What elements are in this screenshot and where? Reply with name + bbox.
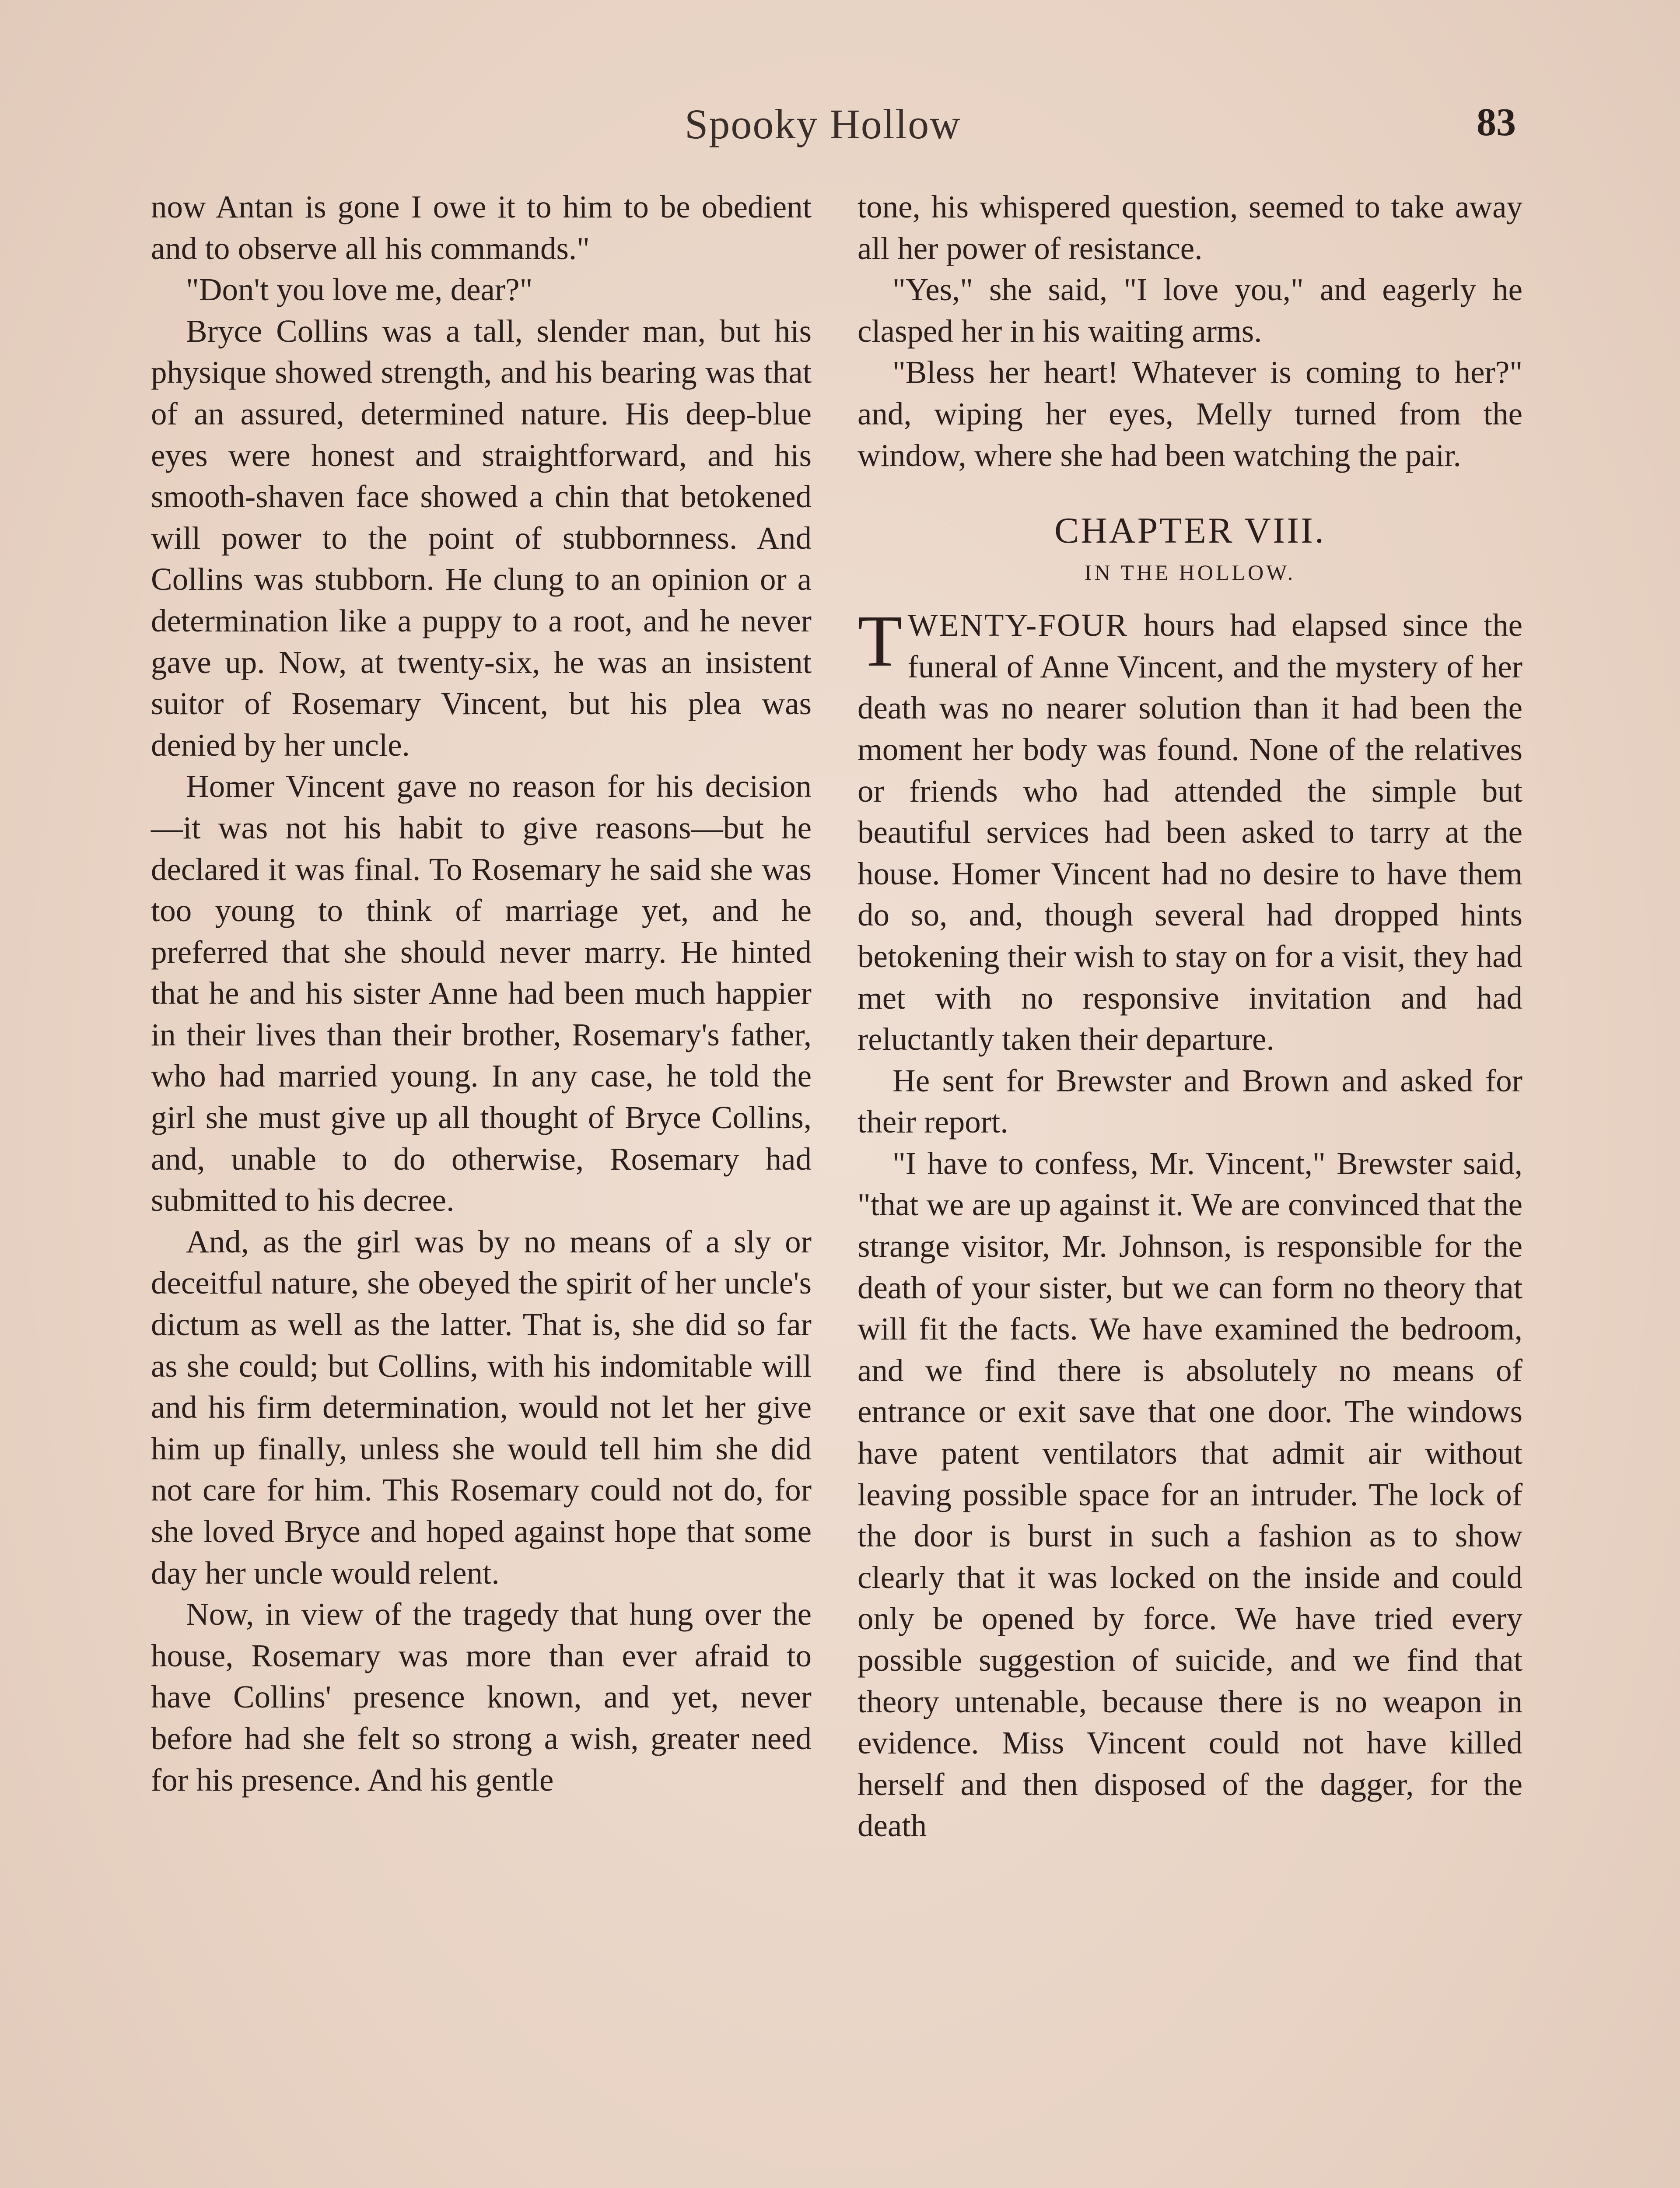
paragraph: And, as the girl was by no means of a sly or deceitful nature, she obeyed the spirit of her uncle's dictum as well as the latter. That is, she did so far as she could; but Collins, with his indomitable will and his firm determination, would not let her give him up finally, unless she would tell him she did not care for him. This Rosemary could not do, for she loved Bryce and hoped against hope that some day her uncle would relent. — [151, 1224, 812, 1591]
paragraph: Now, in view of the tragedy that hung over the house, Rosemary was more than ever afraid to have Collins' presence known, and yet, never before had she felt so strong a wish, greater need for his presence. And his gentle — [151, 1596, 812, 1798]
chapter-heading: CHAPTER VIII. — [1054, 510, 1326, 551]
opening-small-caps: WENTY-FOUR — [907, 607, 1129, 643]
page-number: 83 — [1477, 101, 1516, 144]
chapter-opening-paragraph — [858, 600, 1522, 1060]
drop-cap: T — [858, 600, 903, 682]
paragraph: now Antan is gone I owe it to him to be obedient and to observe all his commands." — [151, 189, 812, 266]
paragraph: He sent for Brewster and Brown and asked for their report. — [858, 1062, 1522, 1140]
paragraph: "Yes," she said, "I love you," and eagerly he clasped her in his waiting arms. — [858, 272, 1522, 349]
running-title: Spooky Hollow — [685, 101, 961, 147]
opening-text: hours had elapsed since the funeral of Anne Vincent, and the mystery of her death was no nearer solution than it had been the moment her body was found. None of the relatives or friends who had attended the simple but beautiful services had been asked to tarry at the house. Homer Vincent had no desire to have them do so, and, though several had dropped hints betokening their wish to stay on for a visit, they had met with no responsive invitation and had reluctantly taken their departure. — [858, 607, 1522, 1057]
paragraph: "I have to confess, Mr. Vincent," Brewster said, "that we are up against it. We are convinced that the strange visitor, Mr. Johnson, is responsible for the death of your sister, but we can form no theory that will fit the facts. We have examined the bedroom, and we find there is absolutely no means of entrance or exit save that one door. The windows have patent ventilators that admit air without leaving possible space for an intruder. The lock of the door is burst in such a fashion as to show clearly that it was locked on the inside and could only be opened by force. We have tried every possible suggestion of suicide, and we find that theory untenable, because there is no weapon in evidence. Miss Vincent could not have killed herself and then disposed of the dagger, for the death — [858, 1145, 1522, 1844]
paragraph: Bryce Collins was a tall, slender man, but his physique showed strength, and his bearing was that of an assured, determined nature. His deep-blue eyes were honest and straightforward, and his smooth-shaven face showed a chin that betokened will power to the point of stubbornness. And Collins was stubborn. He clung to an opinion or a determination like a puppy to a root, and he never gave up. Now, at twenty-six, he was an insistent suitor of Rosemary Vincent, but his plea was denied by her uncle. — [151, 313, 812, 763]
paragraph: Homer Vincent gave no reason for his decision—it was not his habit to give reasons—but he declared it was final. To Rosemary he said she was too young to think of marriage yet, and he preferred that she should never marry. He hinted that he and his sister Anne had been much happier in their lives than their brother, Rosemary's father, who had married young. In any case, he told the girl she must give up all thought of Bryce Collins, and, unable to do otherwise, Rosemary had submitted to his decree. — [151, 768, 812, 1218]
chapter-subtitle: IN THE HOLLOW. — [1084, 560, 1296, 585]
right-column — [858, 186, 1522, 1847]
paragraph: tone, his whispered question, seemed to take away all her power of resistance. — [858, 189, 1522, 266]
page-header — [0, 100, 1680, 161]
paragraph: "Bless her heart! Whatever is coming to her?" and, wiping her eyes, Melly turned from the window, where she had been watching the pair. — [858, 354, 1522, 473]
paragraph: "Don't you love me, dear?" — [186, 272, 533, 308]
left-column — [151, 186, 812, 1801]
